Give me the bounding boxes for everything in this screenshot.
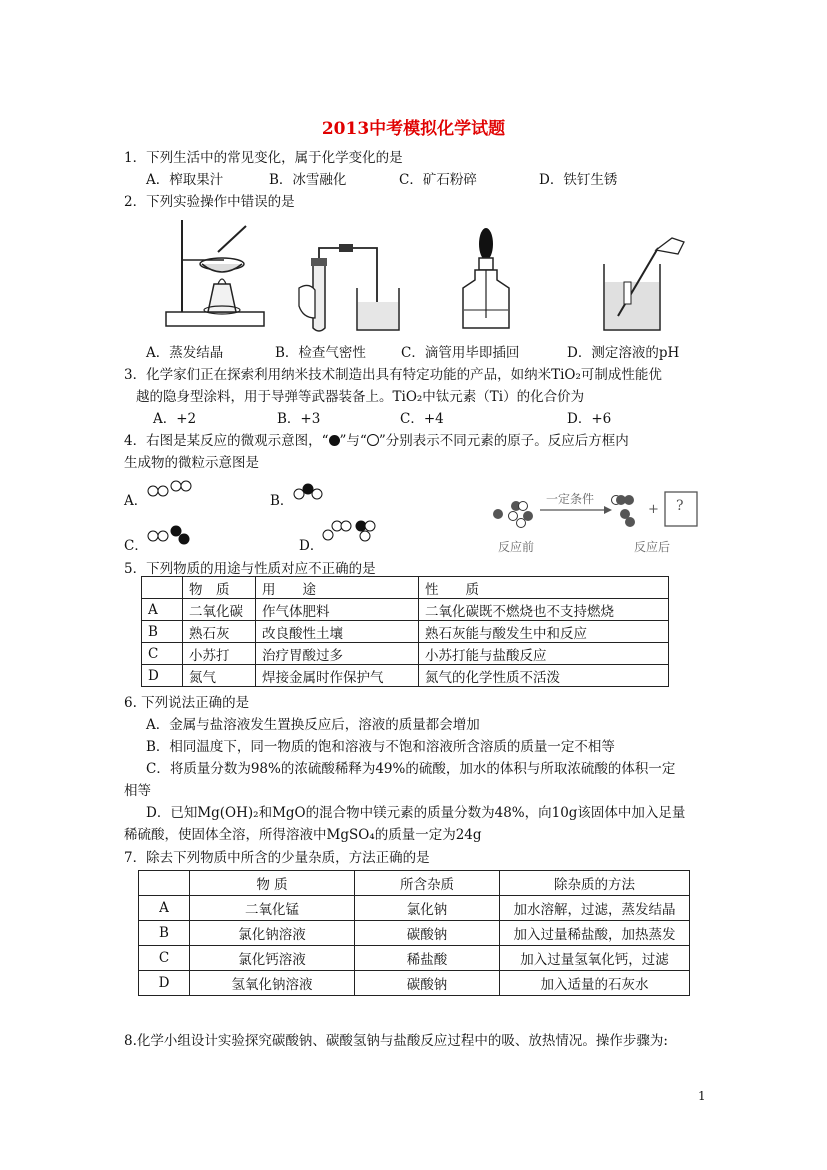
table-cell: 二氧化碳既不燃烧也不支持燃烧 — [419, 599, 669, 621]
table-cell: 加入过量氢氧化钙，过滤 — [500, 946, 690, 971]
q6-option-c-line1: C．将质量分数为98%的浓硫酸稀释为49%的硫酸，加水的体积与所取浓硫酸的体积一定 — [146, 761, 676, 777]
product-unknown-box: ? — [676, 498, 684, 514]
q4-option-d-molecules — [320, 518, 380, 546]
table-row — [142, 599, 669, 621]
q5-stem: 5．下列物质的用途与性质对应不正确的是 — [124, 561, 376, 577]
dropper-bottle-figure — [455, 222, 517, 334]
q4-option-d-label: D． — [299, 538, 324, 554]
table-cell: 二氧化碳 — [183, 599, 256, 621]
table-header-cell — [142, 577, 183, 599]
table-cell: 熟石灰 — [183, 621, 256, 643]
q4-option-a-label: A． — [124, 493, 148, 509]
table-row — [139, 896, 690, 921]
q1-option-a: A．榨取果汁 — [146, 172, 224, 188]
table-row — [139, 921, 690, 946]
reaction-figure — [486, 486, 708, 558]
table-cell: 加入适量的石灰水 — [500, 971, 690, 996]
table-header-cell: 物 质 — [190, 871, 355, 896]
table-cell: 小苏打 — [183, 643, 256, 665]
table-cell: 作气体肥料 — [256, 599, 419, 621]
q2-option-a: A．蒸发结晶 — [146, 345, 224, 361]
white-atom-symbol — [367, 434, 379, 446]
table-header-cell: 所含杂质 — [355, 871, 500, 896]
page-number: 1 — [698, 1089, 706, 1103]
q7-table — [138, 870, 690, 996]
table-cell: 氯化钠溶液 — [190, 921, 355, 946]
table-cell: D — [139, 971, 190, 996]
q6-stem: 6. 下列说法正确的是 — [124, 695, 250, 711]
table-row — [142, 643, 669, 665]
q4-option-a-molecules — [146, 478, 194, 502]
q2-stem: 2．下列实验操作中错误的是 — [124, 194, 295, 210]
q1-option-d: D．铁钉生锈 — [539, 172, 618, 188]
table-cell: C — [142, 643, 183, 665]
table-cell: 加入过量稀盐酸，加热蒸发 — [500, 921, 690, 946]
q6-option-b: B．相同温度下，同一物质的饱和溶液与不饱和溶液所含溶质的质量一定不相等 — [146, 739, 615, 755]
table-cell: A — [139, 896, 190, 921]
q2-option-b: B．检查气密性 — [275, 345, 366, 361]
q4-line1-part3: ”分别表示不同元素的原子。反应后方框内 — [378, 433, 629, 449]
reaction-condition-label: 一定条件 — [546, 492, 595, 506]
q6-option-a: A．金属与盐溶液发生置换反应后，溶液的质量都会增加 — [146, 717, 480, 733]
table-cell: 二氧化锰 — [190, 896, 355, 921]
table-cell: C — [139, 946, 190, 971]
after-reaction-label: 反应后 — [634, 540, 671, 554]
q4-option-c-molecules — [146, 522, 194, 548]
table-cell: 碳酸钠 — [355, 971, 500, 996]
q3-line1: 3．化学家们正在探索利用纳米技术制造出具有特定功能的产品，如纳米TiO₂可制成性能优 — [124, 367, 662, 383]
table-cell: 熟石灰能与酸发生中和反应 — [419, 621, 669, 643]
ph-test-figure — [598, 230, 690, 334]
q4-option-c-label: C． — [124, 538, 148, 554]
table-cell: B — [142, 621, 183, 643]
q4-option-b-label: B． — [270, 493, 294, 509]
black-atom-symbol — [329, 435, 340, 446]
table-cell: 氢氧化钠溶液 — [190, 971, 355, 996]
page-title: 2013中考模拟化学试题 — [321, 119, 506, 139]
table-header-cell: 用 途 — [256, 577, 419, 599]
q1-option-c: C．矿石粉碎 — [399, 172, 477, 188]
table-cell: B — [139, 921, 190, 946]
q7-stem: 7．除去下列物质中所含的少量杂质，方法正确的是 — [124, 850, 430, 866]
table-header-cell: 除杂质的方法 — [500, 871, 690, 896]
q4-option-b-molecule — [292, 480, 326, 504]
evaporation-apparatus-figure — [160, 212, 275, 334]
table-cell: D — [142, 665, 183, 687]
table-cell: 治疗胃酸过多 — [256, 643, 419, 665]
table-cell: 氯化钙溶液 — [190, 946, 355, 971]
table-header-cell: 性 质 — [419, 577, 669, 599]
table-row — [139, 946, 690, 971]
table-header-row — [139, 871, 690, 896]
table-cell: 焊接金属时作保护气 — [256, 665, 419, 687]
q1-option-b: B．冰雪融化 — [269, 172, 347, 188]
table-cell: 加水溶解，过滤，蒸发结晶 — [500, 896, 690, 921]
q4-line1 — [124, 429, 629, 449]
q4-line1-part1: 4．右图是某反应的微观示意图，“ — [124, 433, 329, 449]
table-cell: 氯化钠 — [355, 896, 500, 921]
q5-table — [141, 576, 669, 687]
table-cell: 碳酸钠 — [355, 921, 500, 946]
q3-option-a: A．+2 — [153, 411, 197, 427]
table-cell: 稀盐酸 — [355, 946, 500, 971]
table-cell: 氮气的化学性质不活泼 — [419, 665, 669, 687]
table-row — [142, 621, 669, 643]
table-header-cell: 物 质 — [183, 577, 256, 599]
before-reaction-label: 反应前 — [498, 540, 535, 554]
q4-line2: 生成物的微粒示意图是 — [124, 455, 259, 471]
table-header-row — [142, 577, 669, 599]
q6-option-d-line1: D．已知Mg(OH)₂和MgO的混合物中镁元素的质量分数为48%，向10g该固体中加入足量 — [146, 805, 686, 821]
q2-option-c: C．滴管用毕即插回 — [401, 345, 520, 361]
reaction-plus-sign: + — [648, 502, 659, 517]
q3-option-d: D．+6 — [567, 411, 612, 427]
q3-option-c: C．+4 — [400, 411, 444, 427]
q2-option-d: D．测定溶液的pH — [567, 345, 680, 361]
table-cell: 改良酸性土壤 — [256, 621, 419, 643]
q8-stem: 8.化学小组设计实验探究碳酸钠、碳酸氢钠与盐酸反应过程中的吸、放热情况。操作步骤为: — [124, 1033, 668, 1049]
q1-stem: 1．下列生活中的常见变化，属于化学变化的是 — [124, 150, 403, 166]
q6-option-c-line2: 相等 — [124, 783, 151, 799]
q3-line2: 越的隐身型涂料，用于导弹等武器装备上。TiO₂中钛元素（Ti）的化合价为 — [136, 389, 585, 405]
table-header-cell — [139, 871, 190, 896]
table-cell: 小苏打能与盐酸反应 — [419, 643, 669, 665]
q6-option-d-line2: 稀硫酸，使固体全溶，所得溶液中MgSO₄的质量一定为24g — [124, 827, 482, 843]
q4-line1-part2: ”与“ — [339, 433, 367, 449]
table-cell: 氮气 — [183, 665, 256, 687]
table-row — [142, 665, 669, 687]
airtightness-check-figure — [295, 238, 405, 334]
q3-option-b: B．+3 — [277, 411, 321, 427]
table-cell: A — [142, 599, 183, 621]
table-row — [139, 971, 690, 996]
